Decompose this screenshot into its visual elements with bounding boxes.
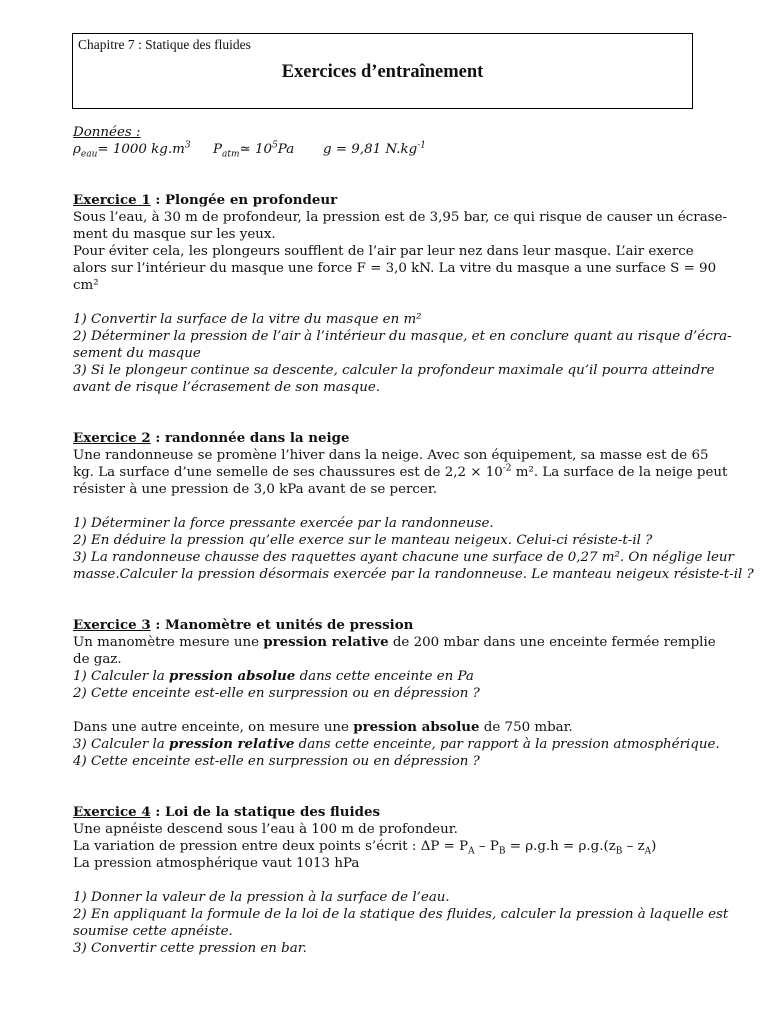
exercise-1-text-5: cm² [73, 278, 99, 293]
exercise-2-question-1: 1) Déterminer la force pressante exercée par la randonneuse. [73, 516, 494, 531]
document-body [73, 124, 754, 957]
exercise-4-heading: Exercice 4 : Loi de la statique des fluides [73, 804, 381, 820]
exercise-2-text-3: résister à une pression de 3,0 kPa avant de se percer. [73, 482, 438, 497]
exercise-1-question-2: 2) Déterminer la pression de l’air à l’intérieur du masque, et en conclure quant au risque d’écra- [73, 329, 732, 344]
exercise-1-question-3: 3) Si le plongeur continue sa descente, calculer la profondeur maximale qu’il pourra atteindre [73, 363, 715, 378]
exercise-3-text-3: Dans une autre enceinte, on mesure une pression absolue de 750 mbar. [73, 719, 573, 735]
exercise-2-text-1: Une randonneuse se promène l’hiver dans la neige. Avec son équipement, sa masse est de 65 [73, 448, 709, 463]
exercise-1-heading: Exercice 1 : Plongée en profondeur [73, 192, 338, 208]
exercise-4-question-2: 2) En appliquant la formule de la loi de la statique des fluides, calculer la pression à laquelle est [73, 907, 729, 922]
page-title: Exercices d’entraînement [281, 62, 484, 82]
donnees-values [73, 141, 713, 158]
g-value: g = 9,81 $N.kg^{-1}$ [323, 140, 426, 157]
chapter-label: Chapitre 7 : Statique des fluides [78, 37, 251, 52]
exercise-3-question-1: 1) Calculer la pression absolue dans cette enceinte en Pa [73, 668, 474, 684]
exercise-1-text-1: Sous l’eau, à 30 m de profondeur, la pression est de 3,95 bar, ce qui risque de causer un écrase- [73, 210, 727, 225]
exercise-4-question-2b: soumise cette apnéiste. [73, 924, 233, 939]
exercise-3-text-1: Un manomètre mesure une pression relative de 200 mbar dans une enceinte fermée remplie [73, 634, 716, 650]
donnees-label: Données : [73, 125, 141, 140]
exercise-1-question-2b: sement du masque [73, 346, 201, 361]
p-atm: $P_{atm}≃$ $10^5Pa$ [213, 140, 295, 160]
exercise-3-heading: Exercice 3 : Manomètre et unités de pression [73, 617, 414, 633]
exercise-4-question-3: 3) Convertir cette pression en bar. [73, 941, 307, 956]
exercise-1-text-3: Pour éviter cela, les plongeurs soufflent de l’air par leur nez dans leur masque. L’air exerce [73, 244, 694, 259]
exercise-1-text-4: alors sur l’intérieur du masque une force F = 3,0 kN. La vitre du masque a une surface S = 90 [73, 261, 717, 276]
exercise-4-text-1: Une apnéiste descend sous l’eau à 100 m de profondeur. [73, 822, 458, 837]
exercise-4-text-3: La pression atmosphérique vaut 1013 hPa [73, 856, 360, 871]
exercise-3-question-4: 4) Cette enceinte est-elle en surpression ou en dépression ? [73, 754, 480, 769]
exercise-1-text-2: ment du masque sur les yeux. [73, 227, 276, 242]
exercise-4-formula: La variation de pression entre deux points s’écrit : $\Delta P = P_A - P_B = \rho.g.h = \rho.g.(z_B - z_A)$ [73, 839, 657, 857]
exercise-2-question-2: 2) En déduire la pression qu’elle exerce sur le manteau neigeux. Celui-ci résiste-t-il ? [73, 533, 653, 548]
exercise-2-text-2: kg. La surface d’une semelle de ses chaussures est de $2,2 \times 10^{-2}$ m². La surface de la neige peut [73, 463, 728, 480]
header-box [72, 33, 693, 109]
exercise-4-question-1: 1) Donner la valeur de la pression à la surface de l’eau. [73, 890, 450, 905]
exercise-2-question-3b: masse.Calculer la pression désormais exercée par la randonneuse. Le manteau neigeux résiste-t-il ? [73, 567, 754, 582]
exercise-3-question-3: 3) Calculer la pression relative dans cette enceinte, par rapport à la pression atmosphérique. [73, 736, 720, 752]
rho-eau: $\rho_{eau}= 1000$ $kg.m^3$ [73, 140, 191, 160]
exercise-1-question-1: 1) Convertir la surface de la vitre du masque en m² [73, 312, 422, 327]
exercise-3-text-2: de gaz. [73, 652, 122, 667]
exercise-2-question-3: 3) La randonneuse chausse des raquettes ayant chacune une surface de 0,27 m². On néglige leur [73, 550, 734, 565]
exercise-1-question-3b: avant de risque l’écrasement de son masque. [73, 380, 381, 395]
exercise-3-question-2: 2) Cette enceinte est-elle en surpression ou en dépression ? [73, 686, 480, 701]
exercise-2-heading: Exercice 2 : randonnée dans la neige [73, 430, 350, 446]
